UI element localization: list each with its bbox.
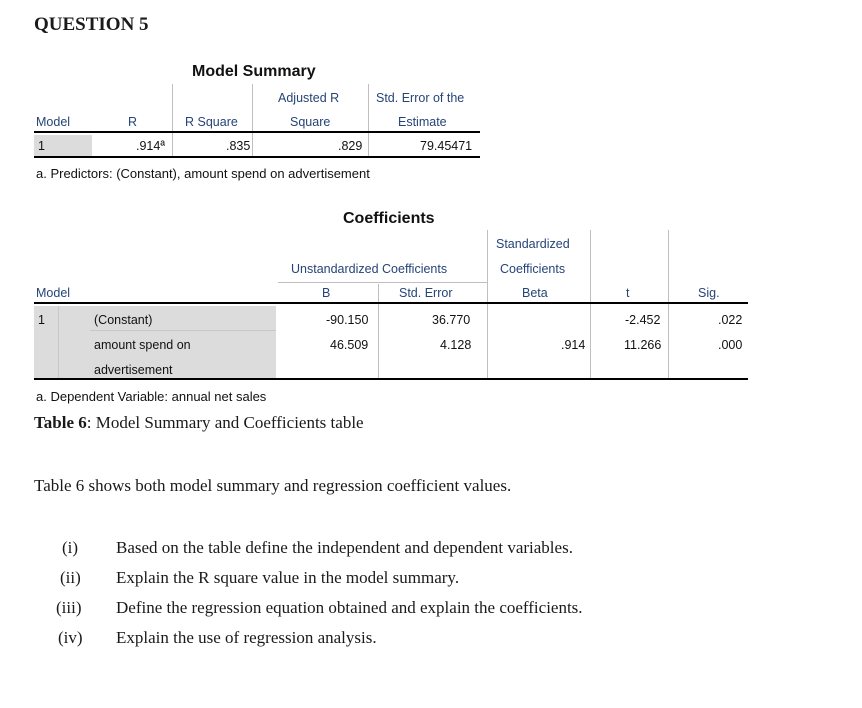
row-advert-sig: .000 [718,338,743,352]
grid-line [90,330,276,331]
caption-label: Table 6 [34,413,87,432]
row-constant-sig: .022 [718,313,743,327]
row-std-error: 79.45471 [420,139,473,153]
row-advert-t: 11.266 [624,338,662,352]
row-constant-std-error: 36.770 [432,313,471,327]
coefficients-title: Coefficients [343,210,435,227]
header-sig: Sig. [698,286,720,300]
table-caption [34,413,364,433]
grid-line [278,282,488,283]
intro-paragraph: Table 6 shows both model summary and regression coefficient values. [34,476,512,495]
header-standardized-2: Coefficients [500,262,566,276]
row-adj-r-square: .829 [338,139,363,153]
bottom-rule [34,156,480,158]
model-summary-footnote: a. Predictors: (Constant), amount spend on advertisement [36,166,370,181]
question-text: Explain the use of regression analysis. [116,628,377,647]
header-std-err-1: Std. Error of the [376,91,465,105]
question-number: (i) [62,538,79,557]
question-title: QUESTION 5 [34,14,149,35]
header-model: Model [36,286,71,300]
header-t: t [626,286,630,300]
grid-line [378,284,379,380]
grid-line [590,230,591,380]
grid-line [668,230,669,380]
header-adj-r-1: Adjusted R [278,91,340,105]
header-model: Model [36,115,71,129]
header-rule [34,131,480,133]
row-advert-std-error: 4.128 [440,338,472,352]
header-std-err-2: Estimate [398,115,447,129]
grid-line [252,84,253,158]
row-advert-beta: .914 [561,338,586,352]
model-summary-title: Model Summary [192,63,316,80]
row-constant-t: -2.452 [625,313,661,327]
row-advert-name-2: advertisement [94,363,173,377]
header-standardized-1: Standardized [496,237,570,251]
row-r: .914ª [136,139,165,153]
grid-line [487,230,488,380]
bottom-rule [34,378,748,380]
question-text: Explain the R square value in the model summary. [116,568,460,587]
header-beta: Beta [522,286,548,300]
row-constant-name: (Constant) [94,313,153,327]
header-unstandardized: Unstandardized Coefficients [291,262,448,276]
grid-line [58,306,59,378]
row-advert-name-1: amount spend on [94,338,191,352]
row-model: 1 [38,139,45,153]
header-std-error: Std. Error [399,286,453,300]
header-adj-r-2: Square [290,115,331,129]
header-b: B [322,286,331,300]
caption-text: : Model Summary and Coefficients table [86,413,364,432]
row-advert-b: 46.509 [330,338,369,352]
question-text: Based on the table define the independent and dependent variables. [116,538,573,557]
question-number: (ii) [60,568,81,587]
grid-line [172,84,173,158]
header-rule [34,302,748,304]
row-model-number: 1 [38,313,45,327]
header-r-square: R Square [185,115,238,129]
question-number: (iv) [58,628,83,647]
question-number: (iii) [56,598,82,617]
grid-line [368,84,369,158]
row-r-square: .835 [226,139,251,153]
coefficients-footnote: a. Dependent Variable: annual net sales [36,389,267,404]
row-constant-b: -90.150 [326,313,369,327]
question-text: Define the regression equation obtained and explain the coefficients. [116,598,583,617]
header-r: R [128,115,138,129]
